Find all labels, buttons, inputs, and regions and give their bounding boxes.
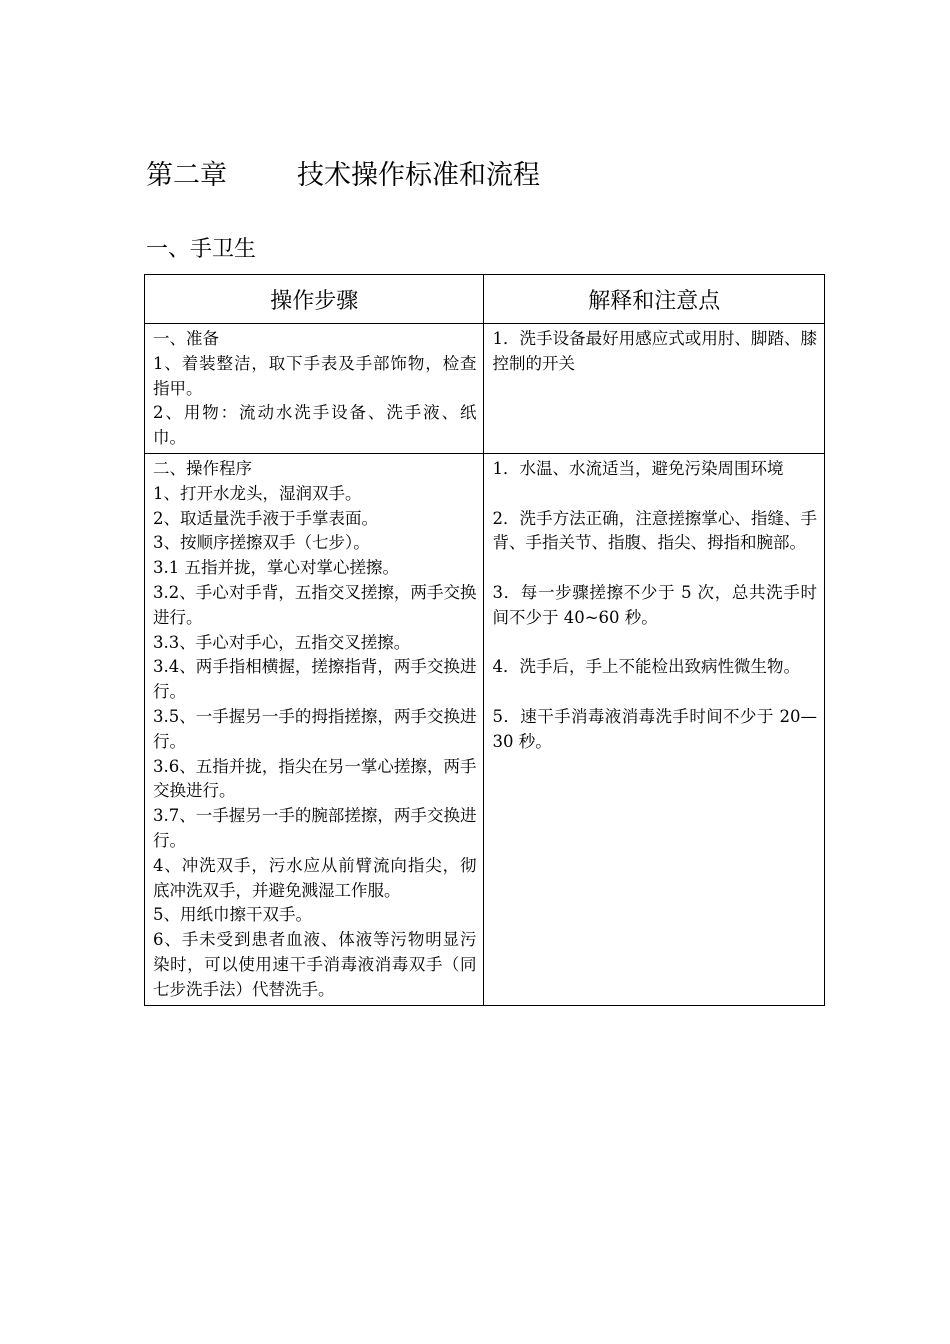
header-notes: 解释和注意点	[484, 275, 825, 324]
step-line: 二、操作程序	[153, 458, 252, 478]
step-line: 3.6、五指并拢，指尖在另一掌心搓擦，两手交换进行。	[153, 756, 477, 801]
chapter-number: 第二章	[146, 160, 227, 191]
steps-cell	[145, 453, 484, 1005]
step-line: 6、手未受到患者血液、体液等污物明显污染时，可以使用速干手消毒液消毒双手（同七步洗手法）代替洗手。	[153, 930, 477, 999]
step-line: 3.3、手心对手心，五指交叉搓擦。	[153, 632, 411, 652]
note-line: 1．洗手设备最好用感应式或用肘、脚踏、膝控制的开关	[492, 329, 817, 373]
note-spacer	[492, 482, 817, 507]
step-line: 3.1 五指并拢，掌心对掌心搓擦。	[153, 558, 399, 578]
steps-cell	[145, 324, 484, 454]
note-line: 2．洗手方法正确，注意搓擦掌心、指缝、手背、手指关节、指腹、指尖、拇指和腕部。	[492, 508, 817, 553]
step-line: 4、冲洗双手，污水应从前臂流向指尖，彻底冲洗双手，并避免溅湿工作服。	[153, 855, 477, 900]
chapter-name: 技术操作标准和流程	[297, 160, 540, 191]
notes-cell	[484, 453, 825, 1005]
step-line: 2、用物：流动水洗手设备、洗手液、纸巾。	[153, 403, 477, 448]
note-line: 1．水温、水流适当，避免污染周围环境	[492, 458, 784, 478]
step-line: 1、打开水龙头，湿润双手。	[153, 483, 362, 503]
note-spacer	[492, 680, 817, 705]
note-spacer	[492, 556, 817, 581]
step-line: 5、用纸巾擦干双手。	[153, 905, 312, 925]
step-line: 3.5、一手握另一手的拇指搓擦，两手交换进行。	[153, 706, 477, 751]
step-line: 3.2、手心对手背，五指交叉搓擦，两手交换进行。	[153, 582, 477, 627]
step-line: 一、准备	[153, 329, 219, 348]
note-spacer	[492, 631, 817, 656]
note-line: 5．速干手消毒液消毒洗手时间不少于 20—30 秒。	[492, 706, 817, 751]
table-row-preparation	[145, 324, 825, 454]
note-line: 3．每一步骤搓擦不少于 5 次，总共洗手时间不少于 40~60 秒。	[492, 582, 817, 627]
section-title: 一、手卫生	[146, 237, 257, 262]
header-steps: 操作步骤	[145, 275, 484, 324]
note-line: 4．洗手后，手上不能检出致病性微生物。	[492, 657, 800, 677]
step-line: 3.4、两手指相横握，搓擦指背，两手交换进行。	[153, 657, 477, 702]
step-line: 3、按顺序搓擦双手（七步）。	[153, 533, 370, 553]
step-line: 3.7、一手握另一手的腕部搓擦，两手交换进行。	[153, 806, 477, 850]
table-header-row	[145, 275, 825, 324]
procedure-table	[144, 274, 825, 1006]
step-line: 2、取适量洗手液于手掌表面。	[153, 508, 378, 528]
chapter-title	[146, 156, 540, 196]
step-line: 1、着装整洁，取下手表及手部饰物，检查指甲。	[153, 353, 477, 398]
table-row-procedure	[145, 453, 825, 1005]
notes-cell	[484, 324, 825, 454]
